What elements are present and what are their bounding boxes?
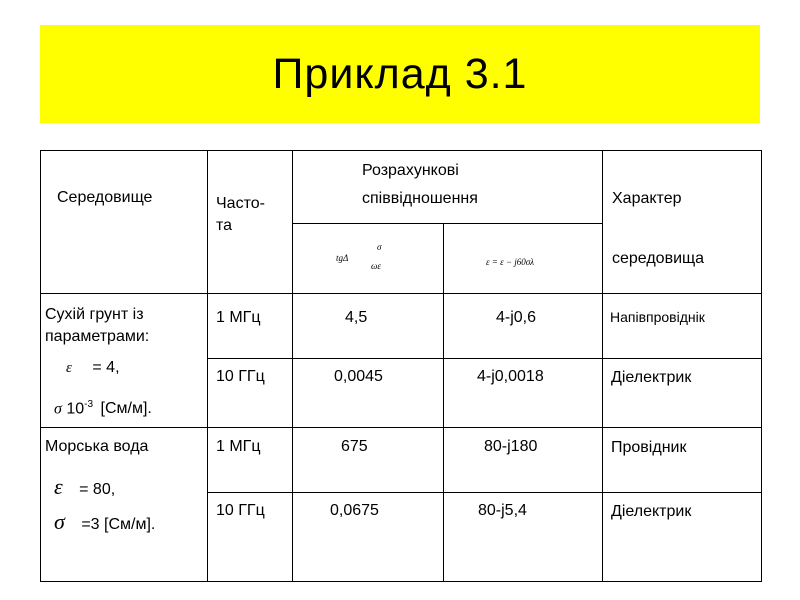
sea-water-line1: Морська вода — [45, 438, 149, 455]
frequency-cell: 10 ГГц — [216, 368, 265, 385]
epsilon-symbol: ε — [66, 360, 72, 376]
header-relations-line1: Розрахункові — [362, 162, 459, 179]
sigma-symbol: σ — [54, 400, 62, 418]
dry-soil-sigma-unit: [См/м]. — [100, 400, 152, 418]
frequency-cell: 1 МГц — [216, 309, 261, 326]
sea-water-eps-value: = 80, — [79, 481, 116, 498]
epsilon-symbol: ε — [54, 474, 63, 499]
header-frequency-line2: та — [216, 216, 233, 234]
formula-tan-delta-numerator: σ — [377, 242, 382, 252]
frequency-cell: 1 МГц — [216, 438, 261, 455]
permittivity-cell: 80-j180 — [484, 438, 538, 455]
header-character-line2: середовища — [612, 250, 705, 267]
sea-water-conductivity — [54, 507, 155, 537]
header-character-line1: Характер — [612, 190, 682, 207]
dry-soil-permittivity — [66, 357, 120, 379]
sea-water-permittivity — [54, 472, 115, 502]
character-cell: Діелектрик — [611, 503, 692, 520]
dry-soil-line2: параметрами: — [45, 327, 150, 345]
sea-water-sigma-value: =3 [См/м]. — [81, 516, 156, 533]
header-medium: Середовище — [57, 189, 153, 206]
permittivity-cell: 4-j0,6 — [496, 309, 537, 326]
character-cell: Напівпровіднік — [610, 309, 705, 325]
title-banner — [40, 25, 760, 123]
permittivity-cell: 4-j0,0018 — [477, 368, 544, 385]
tan-delta-cell: 675 — [341, 438, 368, 455]
permittivity-cell: 80-j5,4 — [478, 502, 527, 519]
dry-soil-sigma-exponent: -3 — [84, 399, 94, 410]
header-frequency-line1: Часто- — [216, 195, 265, 212]
tan-delta-cell: 0,0675 — [330, 502, 379, 519]
formula-complex-permittivity: ε = ε − j60σλ — [486, 257, 535, 267]
sigma-symbol: σ — [54, 509, 65, 534]
character-cell: Провідник — [611, 439, 687, 456]
header-frequency — [216, 193, 265, 236]
results-table — [40, 150, 762, 582]
medium-dry-soil — [45, 304, 149, 347]
formula-tan-delta-lhs: tgΔ — [336, 253, 349, 263]
dry-soil-eps-value: = 4, — [92, 359, 120, 376]
frequency-cell: 10 ГГц — [216, 502, 265, 519]
dry-soil-conductivity — [54, 398, 152, 420]
dry-soil-sigma-base: 10 — [66, 400, 85, 418]
dry-soil-line1: Сухій грунт із — [45, 306, 144, 323]
header-relations-line2: співвідношення — [362, 190, 478, 207]
character-cell: Діелектрик — [611, 369, 692, 386]
tan-delta-cell: 4,5 — [345, 309, 368, 326]
tan-delta-cell: 0,0045 — [334, 368, 383, 385]
slide-title: Приклад 3.1 — [272, 49, 528, 98]
formula-tan-delta-denominator: ωε — [371, 261, 381, 271]
